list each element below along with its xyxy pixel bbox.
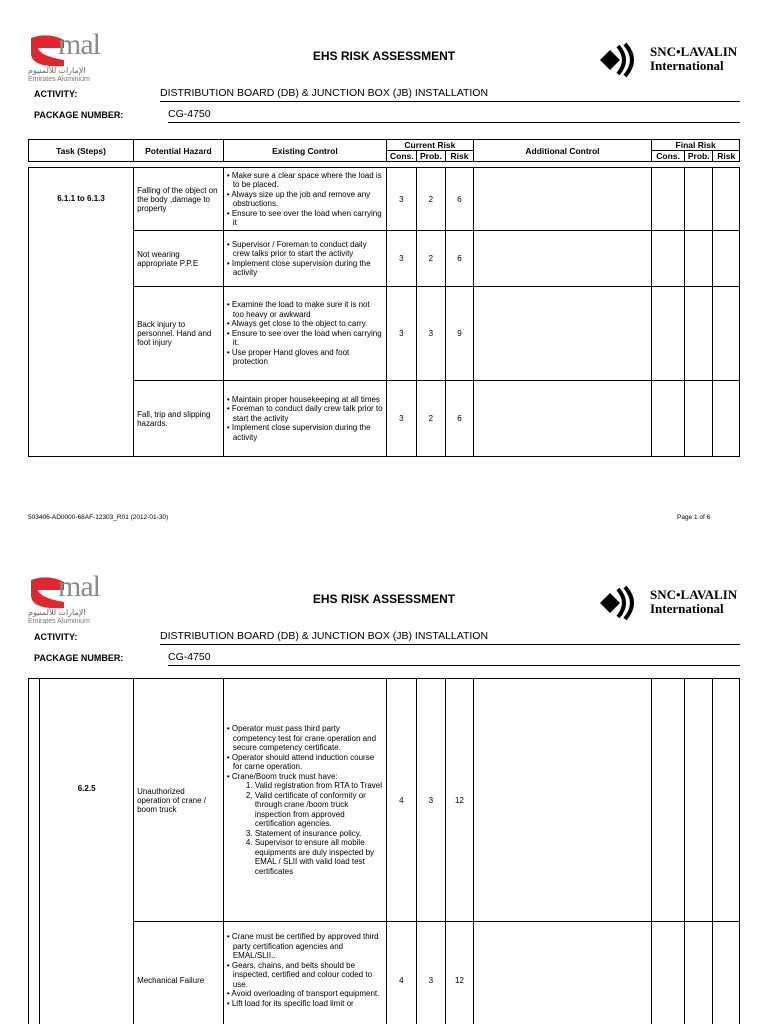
package-label: PACKAGE NUMBER: <box>34 653 124 663</box>
snc-lavalin-logo <box>598 583 748 623</box>
header-final-risk-score: Risk <box>713 151 740 162</box>
emal-logo-arabic: الإمارات للألمنيوم <box>28 608 86 617</box>
control-cell <box>223 679 386 922</box>
header-risk: Risk <box>446 151 474 162</box>
prob-cell: 2 <box>416 231 446 287</box>
control-item: • Crane/Boom truck must have: <box>227 772 383 782</box>
risk-cell: 12 <box>446 922 474 1024</box>
final-prob-cell <box>684 231 713 287</box>
package-label: PACKAGE NUMBER: <box>34 110 124 120</box>
control-item: • Operator should attend induction course for carne operation. <box>227 753 383 772</box>
header-final-cons: Cons. <box>652 151 685 162</box>
table-row <box>29 381 740 457</box>
control-cell <box>223 168 386 231</box>
emal-logo-text: mal <box>58 570 100 603</box>
task-step: 6.2.5 <box>40 679 134 1024</box>
prob-cell: 3 <box>416 679 446 922</box>
hazard-cell: Not wearing appropriate P.P.E <box>134 231 224 287</box>
final-prob-cell <box>684 922 713 1024</box>
header-additional-control: Additional Control <box>473 140 652 162</box>
risk-cell: 6 <box>446 231 474 287</box>
cons-cell: 3 <box>387 231 417 287</box>
control-item: • Supervisor / Foreman to conduct daily crew talks prior to start the activity <box>227 240 383 259</box>
cons-cell: 4 <box>387 679 417 922</box>
snc-lavalin-logo <box>598 40 748 80</box>
cons-cell: 3 <box>387 287 417 381</box>
table-row <box>29 679 740 922</box>
activity-label: ACTIVITY: <box>34 89 78 99</box>
control-item: • Use proper Hand gloves and foot protection <box>227 348 383 367</box>
final-risk-cell <box>713 168 740 231</box>
table-row <box>29 287 740 381</box>
header-prob: Prob. <box>416 151 446 162</box>
control-item: • Foreman to conduct daily crew talk prior to start the activity <box>227 404 383 423</box>
control-sub-item: 2. Valid certificate of conformity or through crane /boom truck inspection from approved certification agencies. <box>255 791 383 829</box>
table-row <box>29 168 740 231</box>
header-task: Task (Steps) <box>29 140 134 162</box>
control-item: • Implement close supervision during the activity <box>227 259 383 278</box>
activity-value: DISTRIBUTION BOARD (DB) & JUNCTION BOX (JB) INSTALLATION <box>160 630 740 645</box>
final-risk-cell <box>713 231 740 287</box>
control-sub-item: 1. Valid registration from RTA to Travel <box>255 781 383 791</box>
control-item: • Ensure to see over the load when carrying it. <box>227 329 383 348</box>
hazard-cell: Unauthorized operation of crane / boom truck <box>134 679 224 922</box>
control-sub-item: 4. Supervisor to ensure all mobile equipments are duly inspected by EMAL / SLII with valid load test certificates <box>255 838 383 876</box>
task-step: 6.1.1 to 6.1.3 <box>29 168 134 457</box>
page-number: Page 1 of 6 <box>677 514 711 521</box>
activity-label: ACTIVITY: <box>34 632 78 642</box>
final-prob-cell <box>684 679 713 922</box>
emal-logo-text: mal <box>58 28 100 61</box>
control-cell <box>223 231 386 287</box>
final-risk-cell <box>713 922 740 1024</box>
header-control: Existing Control <box>223 140 386 162</box>
header-cons: Cons. <box>387 151 417 162</box>
hazard-cell: Back injury to personnel. Hand and foot injury <box>134 287 224 381</box>
cons-cell: 4 <box>387 922 417 1024</box>
final-cons-cell <box>652 679 685 922</box>
page-2 <box>0 540 768 1024</box>
document-title: EHS RISK ASSESSMENT <box>312 592 456 606</box>
header-final-prob: Prob. <box>684 151 713 162</box>
control-item: • Gears, chains, and belts should be inspected, certified and colour coded to use. <box>227 961 383 990</box>
risk-cell: 6 <box>446 168 474 231</box>
additional-control-cell <box>473 922 652 1024</box>
snc-logo-line1: SNC•LAVALIN <box>650 587 738 602</box>
final-cons-cell <box>652 231 685 287</box>
emal-logo-arabic: الإمارات للألمنيوم <box>28 66 86 75</box>
cons-cell: 3 <box>387 381 417 457</box>
control-sub-item: 3. Statement of insurance policy. <box>255 829 383 839</box>
additional-control-cell <box>473 231 652 287</box>
control-item: • Always get close to the object to carry. <box>227 319 383 329</box>
prob-cell: 3 <box>416 287 446 381</box>
final-cons-cell <box>652 922 685 1024</box>
header-current-risk: Current Risk <box>387 140 474 151</box>
header-final-risk: Final Risk <box>652 140 740 151</box>
risk-cell: 6 <box>446 381 474 457</box>
final-risk-cell <box>713 679 740 922</box>
risk-table <box>28 139 740 457</box>
snc-logo-line2: International <box>650 601 724 616</box>
snc-chevron-icon <box>598 42 638 78</box>
final-prob-cell <box>684 168 713 231</box>
hazard-cell: Falling of the object on the body ,damage to property <box>134 168 224 231</box>
final-cons-cell <box>652 168 685 231</box>
emal-logo-english: Emirates Aluminium <box>28 618 90 625</box>
control-item: • Ensure to see over the load when carrying it <box>227 209 383 228</box>
final-cons-cell <box>652 381 685 457</box>
control-cell <box>223 922 386 1024</box>
emal-logo-english: Emirates Aluminium <box>28 76 90 83</box>
hazard-cell: Mechanical Failure <box>134 922 224 1024</box>
additional-control-cell <box>473 679 652 922</box>
control-item: • Implement close supervision during the activity <box>227 423 383 442</box>
left-margin-cell <box>29 679 40 1024</box>
additional-control-cell <box>473 381 652 457</box>
control-item: • Always size up the job and remove any obstructions. <box>227 190 383 209</box>
header-hazard: Potential Hazard <box>134 140 224 162</box>
control-cell <box>223 381 386 457</box>
control-item: • Lift load for its specific load limit or <box>227 999 383 1009</box>
cons-cell: 3 <box>387 168 417 231</box>
snc-chevron-icon <box>598 585 638 621</box>
additional-control-cell <box>473 168 652 231</box>
final-prob-cell <box>684 381 713 457</box>
snc-logo-line1: SNC•LAVALIN <box>650 44 738 59</box>
activity-value: DISTRIBUTION BOARD (DB) & JUNCTION BOX (JB) INSTALLATION <box>160 87 740 102</box>
final-risk-cell <box>713 381 740 457</box>
control-item: • Crane must be certified by approved third party certification agencies and EMAL/SLII.. <box>227 932 383 961</box>
risk-cell: 9 <box>446 287 474 381</box>
control-item: • Make sure a clear space where the load is to be placed. <box>227 171 383 190</box>
control-item: • Avoid overloading of transport equipment. <box>227 989 383 999</box>
final-prob-cell <box>684 287 713 381</box>
snc-logo-line2: International <box>650 58 724 73</box>
document-number: 503406-AD0000-68AF-12303_R01 (2012-01-30) <box>28 514 169 521</box>
table-row <box>29 231 740 287</box>
table-row <box>29 922 740 1024</box>
document-title: EHS RISK ASSESSMENT <box>312 49 456 63</box>
control-item: • Maintain proper housekeeping at all times <box>227 395 383 405</box>
hazard-cell: Fall, trip and slipping hazards. <box>134 381 224 457</box>
control-cell <box>223 287 386 381</box>
prob-cell: 2 <box>416 168 446 231</box>
final-risk-cell <box>713 287 740 381</box>
final-cons-cell <box>652 287 685 381</box>
package-value: CG-4750 <box>168 651 740 666</box>
risk-cell: 12 <box>446 679 474 922</box>
control-item: • Operator must pass third party competency test for crane operation and secure competency certificate. <box>227 724 383 753</box>
prob-cell: 3 <box>416 922 446 1024</box>
prob-cell: 2 <box>416 381 446 457</box>
risk-table <box>28 678 740 1024</box>
package-value: CG-4750 <box>168 108 740 123</box>
additional-control-cell <box>473 287 652 381</box>
control-item: • Examine the load to make sure it is not too heavy or awkward <box>227 300 383 319</box>
